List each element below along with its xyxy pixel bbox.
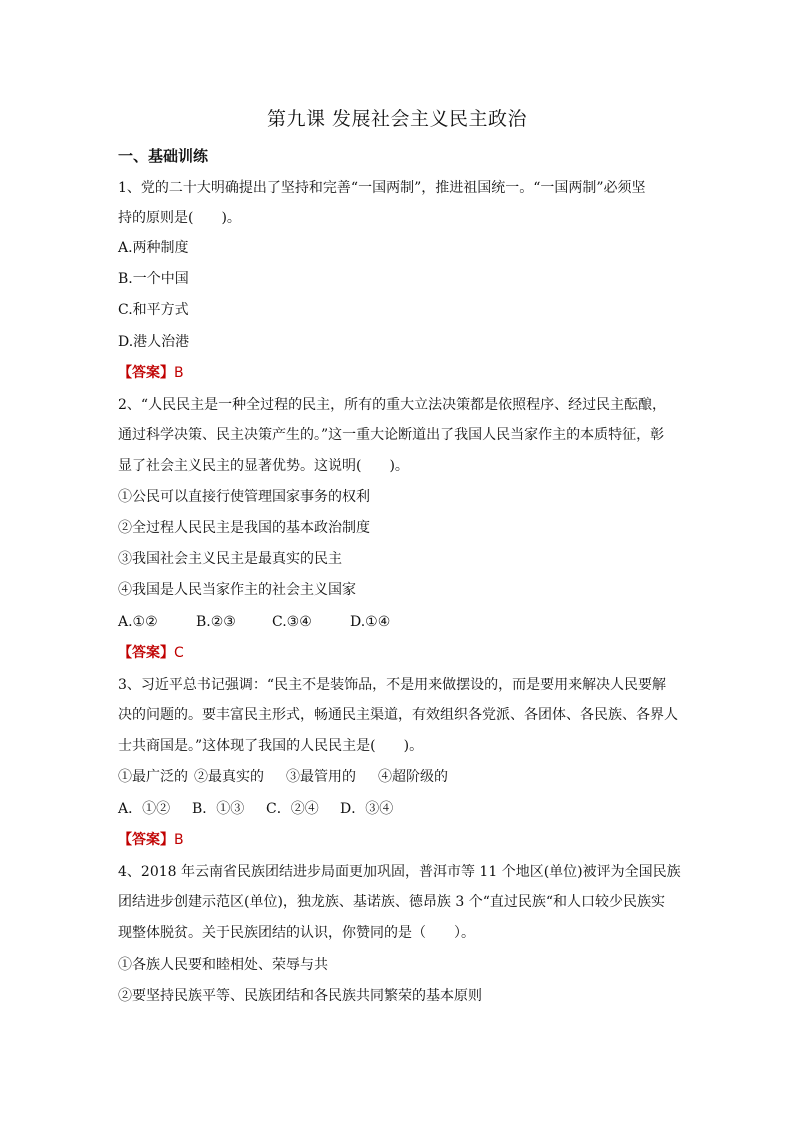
question-4-line-2: 团结进步创建示范区(单位)，独龙族、基诺族、德昂族 3 个“直过民族“和人口较少民族实 (118, 894, 666, 910)
answer-label: 【答案】 (118, 645, 174, 661)
question-2-statement-4: ④我国是人民当家作主的社会主义国家 (118, 582, 356, 598)
answer-label: 【答案】 (118, 365, 174, 381)
answer-value: C (174, 645, 184, 661)
question-3-line-1: 3、习近平总书记强调：“民主不是装饰品，不是用来做摆设的，而是要用来解决人民要解 (118, 677, 667, 693)
question-3-statement-4: ④超阶级的 (378, 769, 448, 785)
section-heading: 一、基础训练 (118, 147, 209, 165)
question-3-line-2: 决的问题的。要丰富民主形式，畅通民主渠道，有效组织各党派、各团体、各民族、各界人 (118, 707, 678, 723)
question-1-option-c: C.和平方式 (118, 302, 189, 318)
question-2-options (118, 612, 678, 632)
question-2-option-a: A.①② (118, 614, 158, 630)
question-2-line-1: 2、“人民民主是一种全过程的民主，所有的重大立法决策都是依照程序、经过民主酝酿， (118, 397, 667, 413)
question-3-answer (118, 830, 678, 850)
question-1-option-b: B.一个中国 (118, 271, 189, 287)
question-3-statement-3: ③最管用的 (286, 769, 356, 785)
question-1-line-2: 持的原则是( )。 (118, 210, 241, 226)
question-1-option-a: A.两种制度 (118, 240, 189, 256)
question-2-line-3: 显了社会主义民主的显著优势。这说明( )。 (118, 458, 409, 474)
question-3-statement-2: ②最真实的 (194, 769, 264, 785)
question-2-option-b: B.②③ (196, 614, 236, 630)
question-3-option-c: C．②④ (266, 801, 319, 817)
question-2-line-2: 通过科学决策、民主决策产生的。”这一重大论断道出了我国人民当家作主的本质特征，彰 (118, 427, 665, 443)
question-3-option-d: D．③④ (340, 801, 394, 817)
answer-value: B (174, 365, 184, 381)
question-1-option-d: D.港人治港 (118, 334, 190, 350)
question-3-statements (118, 767, 678, 787)
question-3-line-3: 士共商国是。”这体现了我国的人民民主是( )。 (118, 738, 424, 754)
question-1-line-1: 1、党的二十大明确提出了坚持和完善“一国两制”，推进祖国统一。“一国两制”必须坚 (118, 180, 646, 196)
question-3-options (118, 799, 678, 819)
question-4-line-1: 4、2018 年云南省民族团结进步局面更加巩固，普洱市等 11 个地区(单位)被评为全国民族 (118, 864, 681, 880)
question-2-answer (118, 643, 678, 663)
question-2-option-d: D.①④ (350, 614, 391, 630)
answer-label: 【答案】 (118, 832, 174, 848)
page-title: 第九课 发展社会主义民主政治 (266, 108, 528, 130)
question-4-statement-1: ①各族人民要和睦相处、荣辱与共 (118, 957, 328, 973)
question-4-line-3: 现整体脱贫。关于民族团结的认识，你赞同的是（ ）。 (118, 925, 475, 941)
question-3-option-b: B．①③ (192, 801, 245, 817)
question-4-statement-2: ②要坚持民族平等、民族团结和各民族共同繁荣的基本原则 (118, 988, 482, 1004)
question-2-option-c: C.③④ (272, 614, 312, 630)
question-2-statement-1: ①公民可以直接行使管理国家事务的权利 (118, 489, 370, 505)
question-1-answer (118, 363, 678, 383)
question-2-statement-2: ②全过程人民民主是我国的基本政治制度 (118, 520, 370, 536)
question-3-statement-1: ①最广泛的 (118, 769, 188, 785)
question-3-option-a: A．①② (118, 801, 171, 817)
answer-value: B (174, 832, 184, 848)
question-2-statement-3: ③我国社会主义民主是最真实的民主 (118, 551, 342, 567)
